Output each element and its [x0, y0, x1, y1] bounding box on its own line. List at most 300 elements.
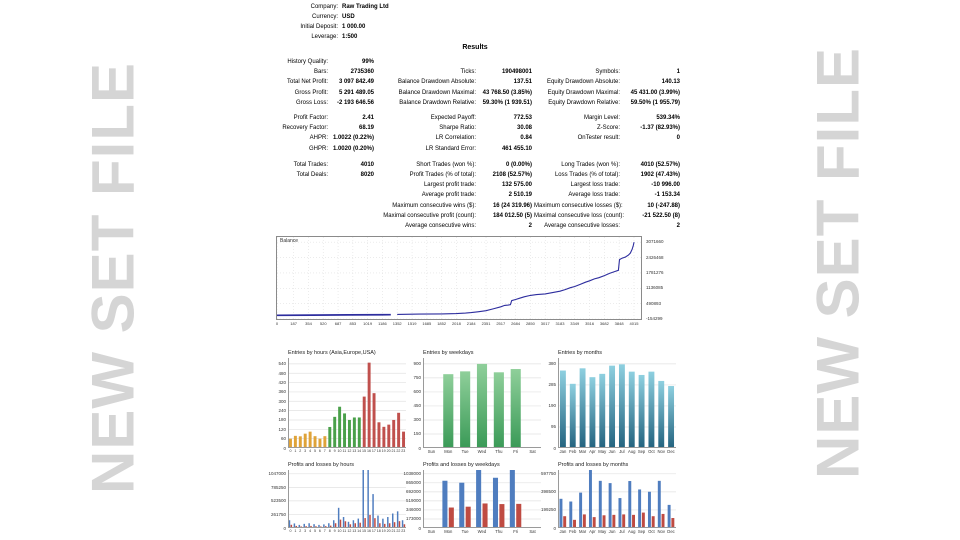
- x-tick: 687: [334, 321, 342, 326]
- x-tick: 5: [313, 529, 316, 533]
- profit-bar: [628, 481, 631, 528]
- header-value: Raw Trading Ltd: [342, 4, 389, 10]
- stat-value: 1.0022 (0.22%): [332, 135, 374, 142]
- profit-bar: [476, 470, 481, 528]
- x-tick: Apr: [589, 529, 596, 534]
- profit-bar: [392, 514, 393, 529]
- stat-value: 4010 (52.57%): [640, 161, 680, 168]
- profit-bar: [569, 502, 572, 528]
- bar: [599, 374, 605, 448]
- stat-value: 2 510.19: [508, 192, 532, 199]
- stat-value: 2108 (52.57%): [492, 172, 532, 179]
- y-tick: 173000: [405, 516, 421, 522]
- y-tick: 360: [278, 389, 286, 395]
- profits-losses-by-hours-chart: [268, 462, 406, 533]
- loss-bar: [399, 521, 400, 528]
- y-tick: 0: [283, 525, 286, 531]
- x-tick: 3516: [585, 321, 595, 326]
- y-tick: 0: [553, 525, 556, 531]
- bar: [368, 363, 371, 448]
- x-tick: 8: [328, 449, 331, 453]
- x-tick: 19: [381, 529, 386, 533]
- profit-bar: [559, 499, 562, 528]
- stat-value: 43 768.50 (3.85%): [482, 89, 532, 96]
- x-tick: 19: [381, 449, 386, 453]
- loss-bar: [374, 518, 375, 528]
- x-tick: 22: [396, 529, 401, 533]
- x-tick: Aug: [627, 449, 636, 454]
- stat-value: 59.30% (1 939.51): [482, 99, 532, 106]
- stat-label: Balance Drawdown Absolute:: [397, 79, 476, 86]
- stat-value: [478, 57, 532, 67]
- chart-title: Profits and losses by hours: [288, 462, 355, 468]
- x-tick: 3848: [614, 321, 624, 326]
- profit-bar: [333, 520, 334, 528]
- x-tick: Dec: [667, 449, 675, 454]
- x-tick: 21: [391, 529, 396, 533]
- x-tick: 15: [362, 529, 367, 533]
- y-tick: 900: [413, 361, 421, 367]
- stat-value: 1.0020 (0.20%): [332, 145, 374, 152]
- stat-label: Total Trades:: [293, 161, 328, 168]
- loss-bar: [516, 504, 521, 528]
- stat-label: [280, 211, 328, 221]
- stat-value: [330, 180, 374, 190]
- x-tick: 4015: [629, 321, 639, 326]
- stat-label: Ticks:: [460, 69, 476, 76]
- stat-label: Balance Drawdown Maximal:: [398, 89, 476, 96]
- y-tick: 480: [278, 370, 286, 376]
- x-tick: Sat: [529, 529, 536, 534]
- x-tick: 14: [357, 529, 362, 533]
- profit-bar: [382, 519, 383, 528]
- chart-title: Profits and losses by months: [558, 462, 629, 468]
- stat-label: Long Trades (won %):: [561, 161, 620, 168]
- y-tick: 300: [413, 417, 421, 423]
- x-tick: Wed: [477, 449, 487, 454]
- bar: [668, 386, 674, 448]
- bar: [494, 372, 504, 448]
- profit-bar: [459, 483, 464, 528]
- stat-label: Bars:: [313, 69, 328, 76]
- stat-value: 2: [528, 223, 532, 230]
- y-tick: 2426468: [646, 254, 664, 260]
- loss-bar: [466, 507, 471, 528]
- loss-bar: [652, 516, 655, 528]
- x-tick: 1352: [392, 321, 402, 326]
- bar: [309, 432, 312, 448]
- x-tick: 17: [371, 449, 376, 453]
- bar: [639, 375, 645, 448]
- x-tick: 23: [401, 529, 406, 533]
- x-tick: 2: [299, 449, 302, 453]
- x-tick: 1519: [407, 321, 417, 326]
- stat-label: Loss Trades (% of total):: [554, 172, 620, 179]
- x-tick: 12: [347, 449, 352, 453]
- stat-value: -10 996.00: [651, 182, 680, 189]
- y-tick: 346000: [405, 507, 421, 513]
- stat-label: Equity Drawdown Maximal:: [547, 89, 620, 96]
- x-tick: Mon: [444, 529, 453, 534]
- x-tick: 22: [396, 449, 401, 453]
- profit-bar: [367, 470, 368, 528]
- x-tick: 17: [371, 529, 376, 533]
- x-tick: 1852: [437, 321, 447, 326]
- x-tick: 2517: [496, 321, 506, 326]
- stat-value: 190498001: [501, 69, 532, 76]
- x-tick: 7: [323, 529, 326, 533]
- x-tick: Sat: [529, 449, 536, 454]
- x-tick: 20: [386, 449, 391, 453]
- stat-label: Balance Drawdown Relative:: [399, 99, 476, 106]
- x-tick: Jun: [608, 449, 616, 454]
- profit-bar: [658, 481, 661, 528]
- bar: [314, 436, 317, 448]
- x-tick: 12: [347, 529, 352, 533]
- stat-label: Equity Drawdown Absolute:: [546, 79, 620, 86]
- x-tick: Tue: [461, 529, 469, 534]
- stat-label: Expected Payoff:: [430, 115, 476, 122]
- x-tick: 2184: [466, 321, 476, 326]
- header-value: 1 000.00: [342, 24, 366, 30]
- bar: [397, 413, 400, 448]
- bar: [343, 413, 346, 448]
- x-tick: 1019: [363, 321, 373, 326]
- y-tick: 490893: [646, 300, 662, 306]
- stat-label: Equity Drawdown Relative:: [548, 99, 620, 106]
- x-tick: 18: [376, 529, 381, 533]
- results-title: Results: [462, 44, 488, 51]
- stat-value: 3 097 842.49: [338, 79, 374, 86]
- bar: [338, 407, 341, 448]
- stat-label: GHPR:: [308, 145, 328, 152]
- x-tick: 2850: [525, 321, 535, 326]
- bar: [304, 434, 307, 448]
- x-tick: Sep: [637, 449, 646, 454]
- stat-value: 4010: [360, 161, 374, 168]
- stats-table: [280, 57, 680, 231]
- stat-value: 461 455.10: [501, 145, 532, 152]
- stat-label: Total Net Profit:: [286, 79, 328, 86]
- loss-bar: [449, 508, 454, 528]
- stat-label: Average profit trade:: [421, 192, 476, 199]
- bar: [477, 364, 487, 448]
- stat-value: 184 012.50 (5): [492, 212, 532, 219]
- profit-bar: [372, 494, 373, 528]
- x-tick: Aug: [627, 529, 636, 534]
- stat-label: [280, 190, 328, 200]
- stat-label: Largest profit trade:: [423, 182, 476, 189]
- stat-value: 0: [676, 135, 680, 142]
- y-tick: 150: [413, 431, 421, 437]
- x-tick: Feb: [569, 529, 577, 534]
- profit-bar: [397, 511, 398, 528]
- stat-label: Maximum consecutive wins ($):: [392, 202, 476, 209]
- x-tick: May: [598, 529, 607, 534]
- stat-value: 5 291 489.05: [338, 89, 374, 96]
- profit-bar: [493, 478, 498, 528]
- loss-bar: [642, 513, 645, 528]
- stat-label: Z-Score:: [596, 125, 620, 132]
- stat-value: 1902 (47.43%): [640, 172, 680, 179]
- profit-bar: [387, 517, 388, 528]
- y-tick: 120: [278, 426, 286, 432]
- x-tick: 15: [362, 449, 367, 453]
- y-tick: 692000: [405, 489, 421, 495]
- chart-title: Profits and losses by weekdays: [423, 462, 500, 468]
- header-value: 1:500: [342, 34, 358, 40]
- y-tick: 420: [278, 380, 286, 386]
- profit-bar: [589, 470, 592, 528]
- bar: [402, 432, 405, 448]
- y-tick: 1038000: [403, 471, 421, 477]
- stat-value: 132 575.00: [501, 182, 532, 189]
- x-tick: Wed: [477, 529, 487, 534]
- stat-label: Profit Factor:: [293, 115, 328, 122]
- stat-value: 1: [676, 69, 680, 76]
- chart-title: Entries by months: [558, 350, 603, 356]
- x-tick: 1186: [378, 321, 387, 326]
- bar: [580, 368, 586, 448]
- bar: [323, 436, 326, 448]
- loss-bar: [563, 516, 566, 528]
- stat-value: [330, 190, 374, 200]
- stat-label: Gross Loss:: [295, 99, 328, 106]
- x-tick: 13: [352, 529, 357, 533]
- header-label: Initial Deposit:: [300, 24, 338, 30]
- stat-value: 16 (24 319.96): [492, 202, 532, 209]
- entries-by-months-chart: [542, 350, 676, 454]
- bar: [377, 422, 380, 448]
- profit-bar: [579, 493, 582, 528]
- stats-section-trades: [280, 160, 680, 231]
- x-tick: Jun: [608, 529, 616, 534]
- x-tick: 6: [318, 529, 321, 533]
- x-tick: 10: [337, 449, 342, 453]
- stat-label: LR Correlation:: [435, 135, 476, 142]
- bar: [333, 417, 336, 448]
- balance-x-axis: [276, 321, 642, 329]
- bar: [299, 436, 302, 448]
- loss-bar: [345, 521, 346, 528]
- stat-label: [280, 221, 328, 231]
- x-tick: Mon: [444, 449, 453, 454]
- stat-label: History Quality:: [287, 59, 328, 65]
- entries-by-weekdays-chart: [407, 350, 541, 454]
- bar: [358, 417, 361, 448]
- x-tick: 853: [349, 321, 357, 326]
- x-tick: Jul: [619, 529, 625, 534]
- stat-value: 30.08: [516, 125, 532, 132]
- bar: [619, 364, 625, 448]
- profit-bar: [377, 516, 378, 528]
- y-tick: 785250: [270, 484, 286, 490]
- x-tick: Jan: [559, 449, 567, 454]
- loss-bar: [671, 518, 674, 528]
- x-tick: Thu: [495, 529, 503, 534]
- bar: [443, 374, 453, 448]
- bar: [392, 420, 395, 448]
- stat-label: Recovery Factor:: [282, 125, 328, 132]
- y-tick: -154299: [646, 316, 663, 321]
- x-tick: Apr: [589, 449, 596, 454]
- stat-value: 0.84: [520, 135, 532, 142]
- loss-bar: [340, 520, 341, 528]
- loss-bar: [483, 503, 488, 528]
- stat-label: Maximal consecutive profit (count):: [383, 212, 476, 219]
- watermark-left: NEW SET FILE: [79, 62, 147, 494]
- y-tick: 180: [278, 417, 286, 423]
- stat-value: -2 193 646.56: [336, 99, 374, 106]
- stat-label: LR Standard Error:: [425, 145, 476, 152]
- header-label: Company:: [310, 4, 338, 10]
- stat-value: 772.53: [513, 115, 532, 122]
- x-tick: 13: [352, 449, 357, 453]
- x-tick: Mar: [578, 529, 587, 534]
- header-value: USD: [342, 14, 355, 20]
- x-tick: 16: [366, 529, 371, 533]
- x-tick: 3017: [540, 321, 550, 326]
- x-tick: 0: [289, 529, 292, 533]
- profit-bar: [402, 520, 403, 528]
- x-tick: 3: [304, 449, 307, 453]
- x-tick: 11: [342, 449, 347, 453]
- y-tick: 95: [550, 424, 556, 430]
- x-tick: 520: [319, 321, 327, 326]
- profit-bar: [599, 481, 602, 528]
- x-tick: 1: [294, 449, 297, 453]
- y-tick: 540: [278, 361, 286, 367]
- bar: [460, 371, 470, 448]
- x-tick: 2: [299, 529, 302, 533]
- y-tick: 597750: [540, 471, 556, 477]
- x-tick: 18: [376, 449, 381, 453]
- x-tick: May: [598, 449, 607, 454]
- stat-label: Largest loss trade:: [570, 182, 620, 189]
- y-tick: 1047000: [268, 471, 286, 477]
- y-tick: 0: [553, 445, 556, 451]
- x-tick: Dec: [667, 529, 675, 534]
- x-tick: 11: [342, 529, 347, 533]
- stat-label: Average loss trade:: [568, 192, 620, 199]
- profit-bar: [442, 481, 447, 528]
- x-tick: 2351: [481, 321, 491, 326]
- bar: [373, 393, 376, 448]
- stat-value: [330, 221, 374, 231]
- y-tick: 285: [548, 382, 556, 388]
- y-tick: 519000: [405, 498, 421, 504]
- stat-label: AHPR:: [309, 135, 328, 142]
- stat-label: [280, 180, 328, 190]
- profit-bar: [343, 517, 344, 528]
- stat-value: [330, 201, 374, 211]
- stat-value: 2.41: [362, 115, 374, 122]
- profit-bar: [510, 470, 515, 528]
- stat-value: [622, 57, 680, 67]
- y-tick: 3071660: [646, 239, 664, 245]
- x-tick: Jul: [619, 449, 625, 454]
- balance-y-axis: [646, 236, 682, 320]
- balance-line: [277, 315, 391, 316]
- loss-bar: [632, 515, 635, 528]
- loss-bar: [583, 514, 586, 528]
- loss-bar: [603, 515, 606, 528]
- stat-label: Sharpe Ratio:: [439, 125, 476, 132]
- x-tick: Sun: [427, 529, 436, 534]
- y-tick: 865000: [405, 480, 421, 486]
- y-tick: 0: [418, 445, 421, 451]
- stat-label: Profit Trades (% of total):: [409, 172, 476, 179]
- stat-value: -21 522.50 (8): [642, 212, 680, 219]
- watermark-right: NEW SET FILE: [804, 47, 872, 479]
- x-tick: 16: [366, 449, 371, 453]
- profit-bar: [609, 483, 612, 528]
- x-tick: Feb: [569, 449, 577, 454]
- stat-label: [534, 57, 620, 67]
- loss-bar: [499, 504, 504, 528]
- x-tick: 2684: [511, 321, 521, 326]
- stat-value: 539.34%: [656, 115, 680, 122]
- stat-value: 59.50% (1 955.79): [630, 99, 680, 106]
- stat-value: 45 431.00 (3.99%): [630, 89, 680, 96]
- x-tick: 0: [289, 449, 292, 453]
- profit-bar: [338, 508, 339, 528]
- stat-label: [534, 144, 620, 154]
- stats-section-ratios: [280, 113, 680, 154]
- stat-label: Average consecutive losses:: [544, 223, 620, 230]
- chart-title: Entries by hours (Asia,Europe,USA): [288, 350, 376, 356]
- stat-value: 140.13: [661, 79, 680, 86]
- x-tick: 9: [333, 529, 336, 533]
- x-tick: 354: [305, 321, 312, 326]
- profit-bar: [362, 470, 363, 528]
- stat-label: Short Trades (won %):: [416, 161, 476, 168]
- profits-losses-by-weekdays-chart: [403, 462, 541, 534]
- stat-value: 137.51: [513, 79, 532, 86]
- x-tick: Oct: [648, 449, 655, 454]
- x-tick: 20: [386, 529, 391, 533]
- loss-bar: [593, 517, 596, 528]
- stat-label: OnTester result:: [577, 135, 620, 142]
- profit-bar: [353, 520, 354, 528]
- y-tick: 1136085: [646, 285, 664, 291]
- bar: [658, 381, 664, 448]
- stat-value: 0 (0.00%): [505, 161, 532, 168]
- bar: [363, 397, 366, 448]
- loss-bar: [622, 514, 625, 528]
- stat-label: [376, 57, 476, 67]
- y-tick: 0: [418, 525, 421, 531]
- bar: [609, 366, 615, 448]
- y-tick: 190: [548, 403, 556, 409]
- bar: [589, 377, 595, 448]
- x-tick: 14: [357, 449, 362, 453]
- x-tick: 5: [313, 449, 316, 453]
- x-tick: 0: [275, 321, 279, 326]
- x-tick: 4: [309, 529, 312, 533]
- bar: [511, 369, 521, 448]
- stat-label: Gross Profit:: [294, 89, 328, 96]
- profit-bar: [668, 505, 671, 528]
- profit-bar: [618, 498, 621, 528]
- stat-label: Average consecutive wins:: [405, 223, 476, 230]
- y-tick: 199250: [540, 507, 556, 513]
- bar: [648, 372, 654, 448]
- header-label: Currency:: [311, 14, 338, 20]
- bar: [353, 417, 356, 448]
- x-tick: Oct: [648, 529, 655, 534]
- x-tick: 3349: [570, 321, 580, 326]
